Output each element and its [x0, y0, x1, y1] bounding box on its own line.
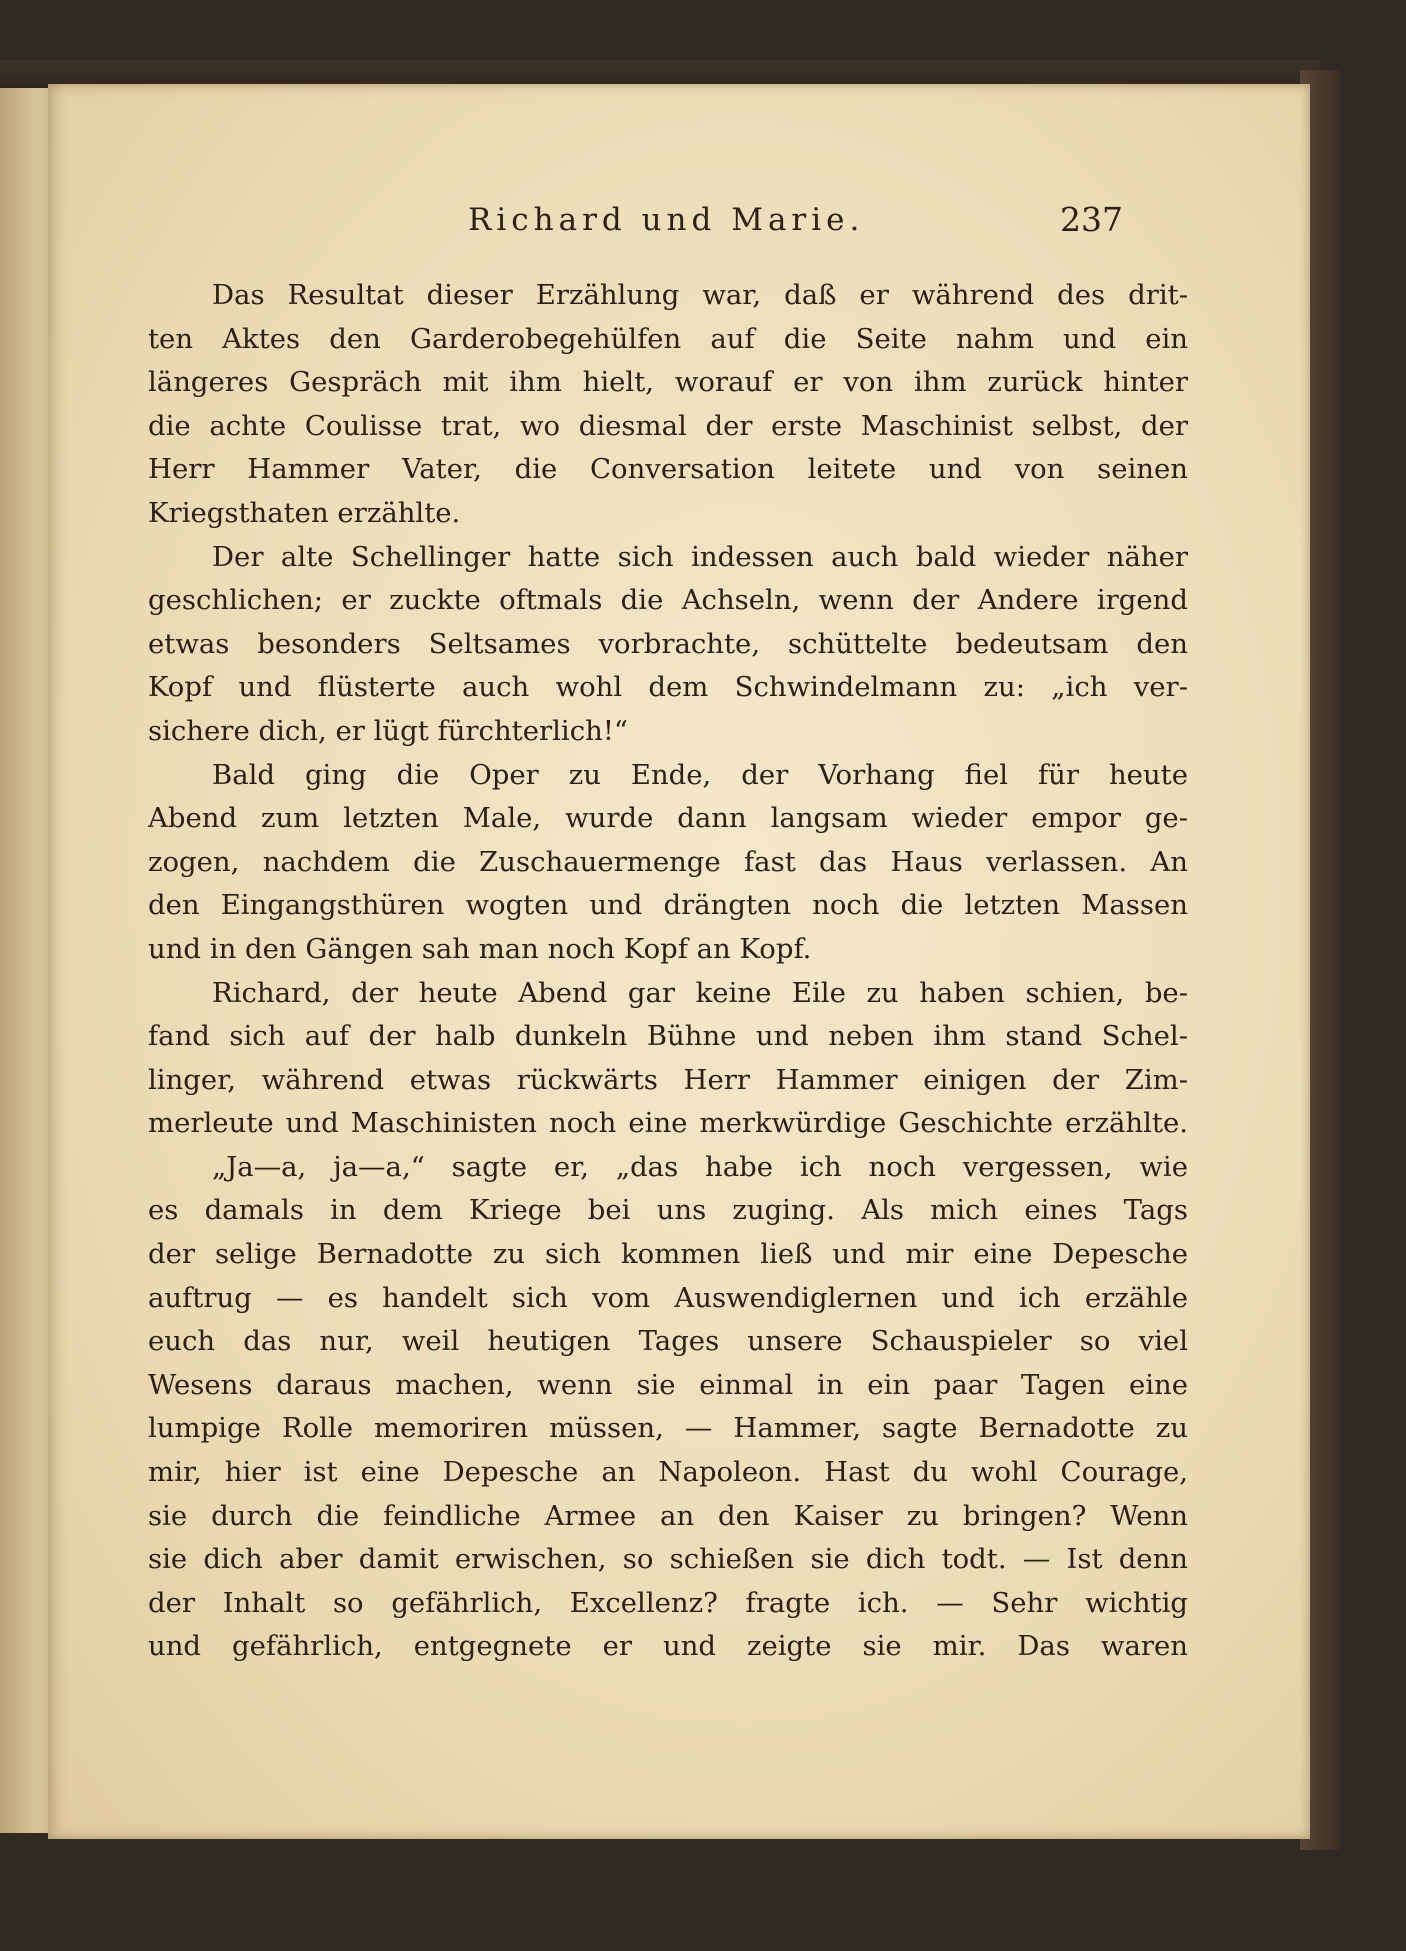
text-line: Kriegsthaten erzählte. — [148, 496, 461, 529]
text-line: linger, während etwas rückwärts Herr Hammer einigen der Zim- — [148, 1063, 1188, 1096]
text-line: merleute und Maschinisten noch eine merkwürdige Geschichte erzählte. — [148, 1107, 1188, 1140]
text-line: die achte Coulisse trat, wo diesmal der erste Maschinist selbst, der — [148, 409, 1188, 442]
text-line: Der alte Schellinger hatte sich indessen auch bald wieder näher — [212, 540, 1188, 573]
text-line: fand sich auf der halb dunkeln Bühne und neben ihm stand Schel- — [148, 1020, 1188, 1053]
text-line: Wesens daraus machen, wenn sie einmal in ein paar Tagen eine — [148, 1368, 1188, 1401]
text-line: Abend zum letzten Male, wurde dann langsam wieder empor ge- — [148, 802, 1188, 835]
text-line: zogen, nachdem die Zuschauermenge fast das Haus verlassen. An — [148, 845, 1188, 878]
text-line: Das Resultat dieser Erzählung war, daß er während des drit- — [212, 279, 1188, 311]
text-line: und gefährlich, entgegnete er und zeigte sie mir. Das waren — [148, 1630, 1188, 1663]
running-title: Richard und Marie. — [468, 202, 865, 238]
text-line: auftrug — es handelt sich vom Auswendiglernen und ich erzähle — [148, 1281, 1188, 1314]
text-line: sie dich aber damit erwischen, so schießen sie dich todt. — Ist denn — [148, 1543, 1188, 1576]
text-line: sichere dich, er lügt fürchterlich!“ — [148, 714, 628, 747]
text-line: „Ja—a, ja—a,“ sagte er, „das habe ich noch vergessen, wie — [212, 1150, 1188, 1183]
text-line: Herr Hammer Vater, die Conversation leitete und von seinen — [148, 453, 1188, 486]
text-line: der selige Bernadotte zu sich kommen ließ und mir eine Depesche — [148, 1238, 1188, 1271]
text-line: sie durch die feindliche Armee an den Kaiser zu bringen? Wenn — [148, 1499, 1188, 1532]
text-line: es damals in dem Kriege bei uns zuging. Als mich eines Tags — [148, 1194, 1188, 1227]
text-line: lumpige Rolle memoriren müssen, — Hammer, sagte Bernadotte zu — [148, 1412, 1188, 1445]
text-line: Richard, der heute Abend gar keine Eile zu haben schien, be- — [212, 976, 1188, 1009]
body-text — [148, 274, 1188, 1669]
text-line: Bald ging die Oper zu Ende, der Vorhang fiel für heute — [212, 758, 1188, 791]
text-line: euch das nur, weil heutigen Tages unsere Schauspieler so viel — [148, 1325, 1188, 1358]
text-line: geschlichen; er zuckte oftmals die Achseln, wenn der Andere irgend — [148, 584, 1188, 617]
text-line: den Eingangsthüren wogten und drängten noch die letzten Massen — [148, 889, 1188, 922]
text-line: mir, hier ist eine Depesche an Napoleon. Hast du wohl Courage, — [148, 1456, 1188, 1489]
text-line: und in den Gängen sah man noch Kopf an Kopf. — [148, 932, 812, 965]
page-number: 237 — [1060, 200, 1123, 239]
running-head — [48, 202, 1310, 262]
text-line: der Inhalt so gefährlich, Excellenz? fragte ich. — Sehr wichtig — [148, 1586, 1188, 1619]
text-line: ten Aktes den Garderobegehülfen auf die Seite nahm und ein — [148, 322, 1188, 355]
book-page — [48, 84, 1310, 1839]
text-line: längeres Gespräch mit ihm hielt, worauf er von ihm zurück hinter — [148, 366, 1188, 399]
text-line: Kopf und flüsterte auch wohl dem Schwindelmann zu: „ich ver- — [148, 671, 1188, 704]
text-line: etwas besonders Seltsames vorbrachte, schüttelte bedeutsam den — [148, 627, 1188, 660]
